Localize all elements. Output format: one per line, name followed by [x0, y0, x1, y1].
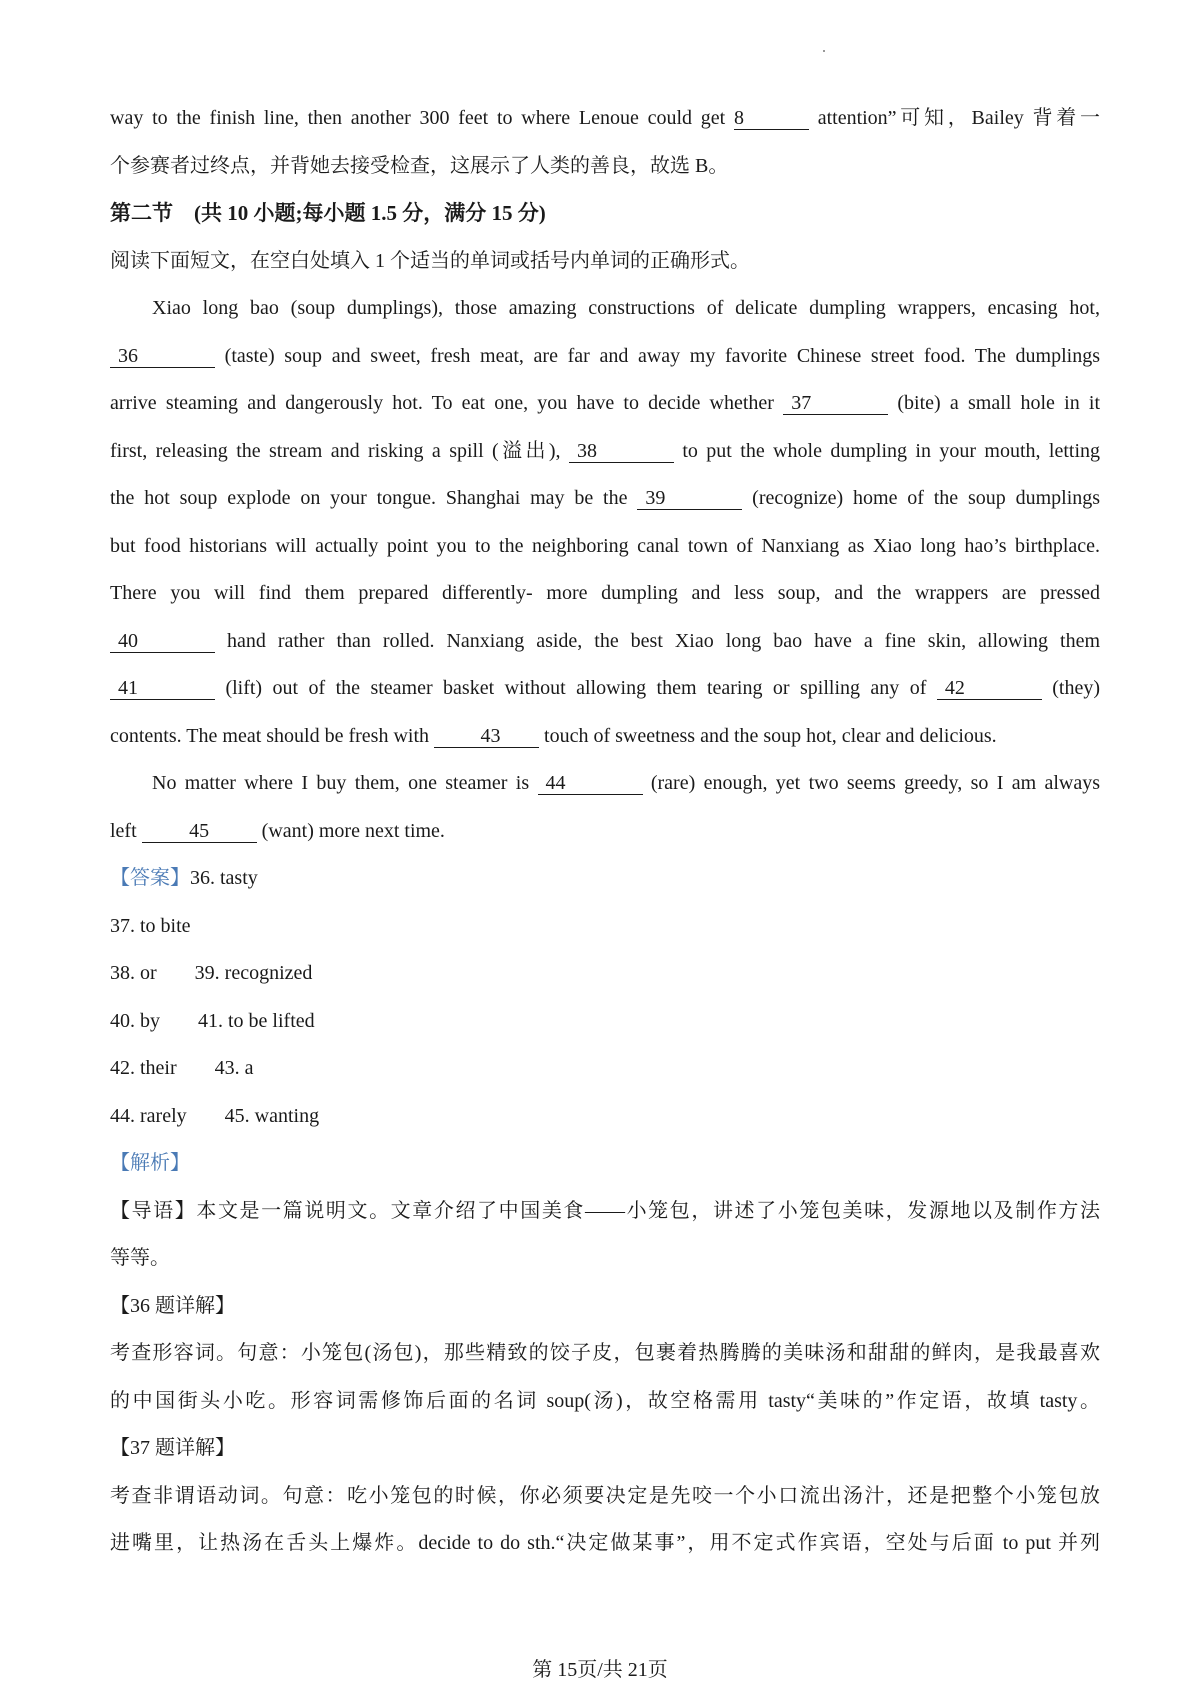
- passage-line-12: [110, 808, 1100, 856]
- carryover-text-a: way to the finish line, then another 300 feet to where Lenoue could get: [110, 107, 726, 129]
- passage-text: contents. The meat should be fresh with: [110, 724, 430, 747]
- blank-43: 43: [434, 725, 539, 748]
- passage-line-6: [110, 523, 1100, 571]
- page-content: [110, 95, 1100, 1568]
- section-instruction: 阅读下面短文，在空白处填入 1 个适当的单词或括号内单词的正确形式。: [110, 249, 750, 272]
- answer-45: 45. wanting: [224, 1104, 320, 1127]
- blank-36: 36: [110, 345, 215, 368]
- passage-text: (they): [1052, 677, 1101, 699]
- analysis-label: 【解析】: [110, 1152, 190, 1174]
- blank-39: 39: [637, 487, 742, 510]
- q37-line-2: 进嘴里，让热汤在舌头上爆炸。decide to do sth.“决定做某事”，用不定式作宾语，空处与后面 to put 并列: [110, 1532, 1100, 1554]
- section-title: 第二节 (共 10 小题;每小题 1.5 分，满分 15 分): [110, 201, 546, 225]
- blank-37: 37: [783, 392, 888, 415]
- q37-line-1: 考查非谓语动词。句意：吃小笼包的时候，你必须要决定是先咬一个小口流出汤汁，还是把整个小笼包放: [110, 1484, 1100, 1507]
- q37-heading: 【37 题详解】: [110, 1437, 235, 1459]
- passage-text: first, releasing the stream and risking a spill (溢出),: [110, 439, 561, 462]
- passage-text: arrive steaming and dangerously hot. To eat one, you have to decide whether: [110, 392, 774, 414]
- blank-40: 40: [110, 630, 215, 653]
- q36-heading: 【36 题详解】: [110, 1294, 235, 1317]
- passage-text: touch of sweetness and the soup hot, clear and delicious.: [544, 724, 997, 747]
- guide-line-1: 【导语】本文是一篇说明文。文章介绍了中国美食——小笼包，讲述了小笼包美味，发源地以及制作方法: [110, 1199, 1100, 1222]
- carryover-text-b: attention”可知，Bailey 背着一: [817, 107, 1100, 129]
- passage-text: (rare) enough, yet two seems greedy, so I am always: [650, 772, 1100, 794]
- passage-text: (want) more next time.: [261, 819, 445, 842]
- passage-line-5: [110, 475, 1100, 523]
- answer-38: 38. or: [110, 962, 157, 984]
- blank-45: 45: [142, 820, 257, 843]
- blank-42: 42: [937, 677, 1042, 700]
- passage-text: (bite) a small hole in it: [897, 392, 1101, 414]
- blank-8: 8: [734, 107, 809, 130]
- passage-text: (taste) soup and sweet, fresh meat, are far and away my favorite Chinese street food. The dumplings: [224, 344, 1101, 367]
- passage-line-9: [110, 665, 1100, 713]
- answer-41: 41. to be lifted: [198, 1009, 315, 1032]
- blank-38: 38: [569, 440, 674, 463]
- passage-text: There you will find them prepared differently- more dumpling and less soup, and the wrappers are pressed: [110, 582, 1100, 604]
- passage-line-11: [110, 760, 1100, 808]
- answer-43: 43. a: [214, 1057, 254, 1079]
- answer-line-4: [110, 998, 1100, 1046]
- passage-line-8: [110, 618, 1100, 666]
- passage-line-2: [110, 333, 1100, 381]
- answer-line-5: [110, 1045, 1100, 1093]
- page-footer: 第 15页/共 21页: [532, 1659, 668, 1681]
- passage-line-10: [110, 713, 1100, 761]
- blank-44: 44: [538, 772, 643, 795]
- scan-speck: [823, 50, 825, 52]
- carryover-line-2: 个参赛者过终点，并背她去接受检查，这展示了人类的善良，故选 B。: [110, 154, 729, 177]
- passage-line-4: [110, 428, 1100, 476]
- answer-42: 42. their: [110, 1057, 177, 1079]
- passage-text: (lift) out of the steamer basket without allowing them tearing or spilling any of: [225, 677, 927, 699]
- answer-line-1: [110, 855, 1100, 903]
- guide-line-2: 等等。: [110, 1247, 170, 1269]
- answer-line-6: [110, 1093, 1100, 1141]
- answer-39: 39. recognized: [194, 962, 313, 984]
- answer-40: 40. by: [110, 1009, 160, 1032]
- passage-text: No matter where I buy them, one steamer is: [152, 772, 530, 794]
- passage-text: hand rather than rolled. Nanxiang aside, the best Xiao long bao have a fine skin, allowing them: [226, 629, 1101, 652]
- carryover-line-1: [110, 95, 1100, 143]
- passage-text: Xiao long bao (soup dumplings), those amazing constructions of delicate dumpling wrappers, encasing hot,: [152, 297, 1100, 319]
- passage-line-1: [110, 285, 1100, 333]
- passage-text: to put the whole dumpling in your mouth, letting: [682, 439, 1101, 462]
- passage-text: the hot soup explode on your tongue. Shanghai may be the: [110, 487, 628, 509]
- answer-37: 37. to bite: [110, 914, 191, 937]
- answer-label: 【答案】: [110, 867, 190, 889]
- answer-44: 44. rarely: [110, 1104, 187, 1127]
- answer-36: 36. tasty: [190, 867, 258, 889]
- passage-text: but food historians will actually point you to the neighboring canal town of Nanxiang as Xiao long hao’s birthplace.: [110, 534, 1100, 557]
- passage-text: left: [110, 819, 137, 842]
- answer-line-2: [110, 903, 1100, 951]
- passage-text: (recognize) home of the soup dumplings: [752, 487, 1101, 509]
- q36-line-1: 考查形容词。句意：小笼包(汤包)，那些精致的饺子皮，包裹着热腾腾的美味汤和甜甜的鲜肉，是我最喜欢: [110, 1342, 1100, 1364]
- q36-line-2: 的中国街头小吃。形容词需修饰后面的名词 soup(汤)，故空格需用 tasty“美味的”作定语，故填 tasty。: [110, 1389, 1100, 1412]
- blank-41: 41: [110, 677, 215, 700]
- answer-line-3: [110, 950, 1100, 998]
- passage-line-3: [110, 380, 1100, 428]
- passage-line-7: [110, 570, 1100, 618]
